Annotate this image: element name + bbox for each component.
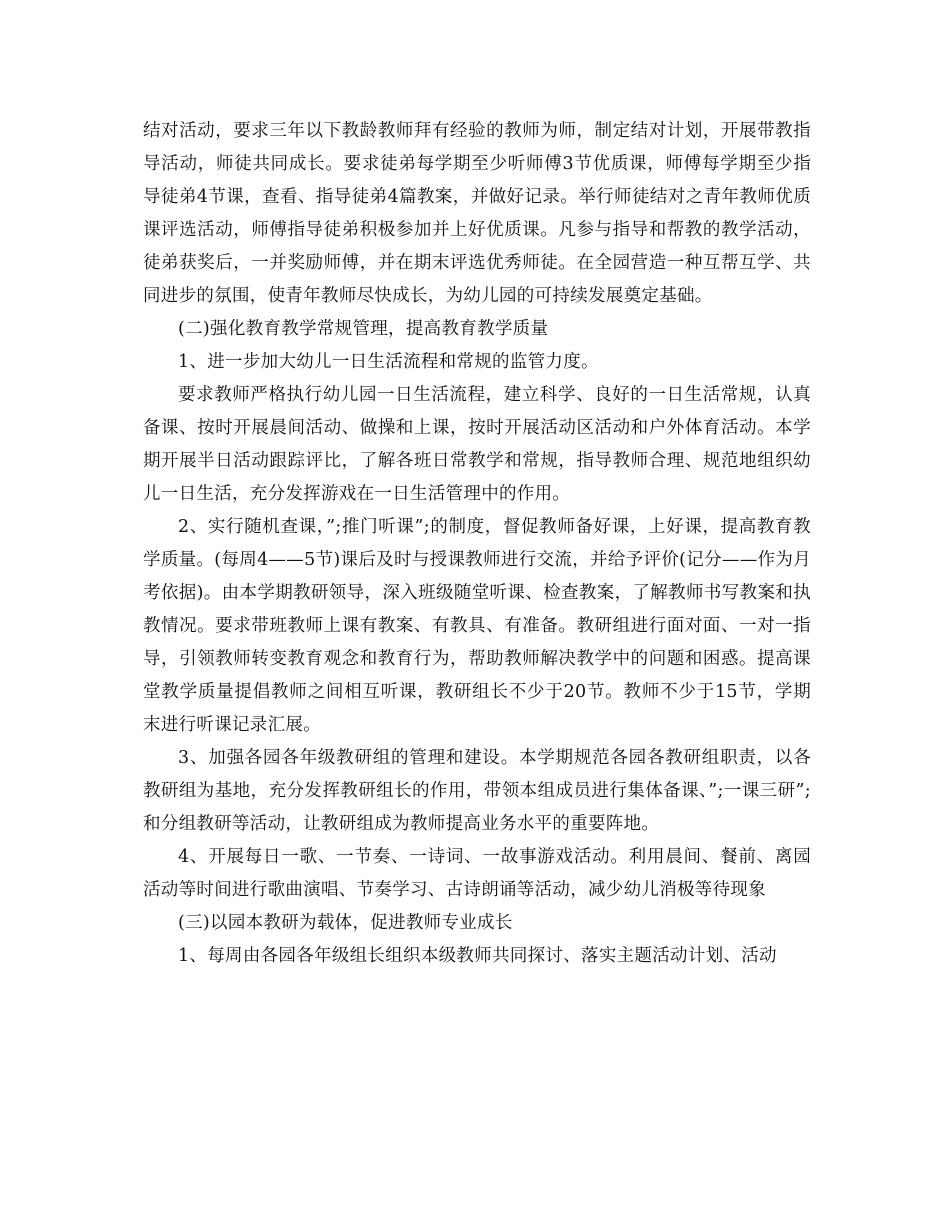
paragraph-mentoring: 结对活动，要求三年以下教龄教师拜有经验的教师为师，制定结对计划，开展带教指导活动，师徒共同成长。要求徒弟每学期至少听师傅3节优质课，师傅每学期至少指导徒弟4节课，查看、指导徒弟4篇教案，并做好记录。举行师徒结对之青年教师优质课评选活动，师傅指导徒弟积极参加并上好优质课。凡参与指导和帮教的教学活动，徒弟获奖后，一并奖励师傅，并在期末评选优秀师徒。在全园营造一种互帮互学、共同进步的氛围，使青年教师尽快成长，为幼儿园的可持续发展奠定基础。 <box>143 121 811 306</box>
section-heading-2: (二)强化教育教学常规管理，提高教育教学质量 <box>178 319 549 339</box>
paragraph-daily-routine: 要求教师严格执行幼儿园一日生活流程，建立科学、良好的一日生活常规，认真备课、按时开展晨间活动、做操和上课，按时开展活动区活动和户外体育活动。本学期开展半日活动跟踪评比，了解各班日常教学和常规，指导教师合理、规范地组织幼儿一日生活，充分发挥游戏在一日生活管理中的作用。 <box>143 385 811 504</box>
paragraph-weekly-planning: 1、每周由各园各年级组长组织本级教师共同探讨、落实主题活动计划、活动 <box>178 946 777 966</box>
section-heading-3: (三)以园本教研为载体，促进教师专业成长 <box>178 913 513 933</box>
subheading-1: 1、进一步加大幼儿一日生活流程和常规的监管力度。 <box>178 352 599 372</box>
document-page <box>143 115 811 973</box>
paragraph-daily-activities: 4、开展每日一歌、一节奏、一诗词、一故事游戏活动。利用晨间、餐前、离园活动等时间进行歌曲演唱、节奏学习、古诗朗诵等活动，减少幼儿消极等待现象 <box>143 847 811 900</box>
paragraph-random-inspection: 2、实行随机查课，”;推门听课”;的制度，督促教师备好课，上好课，提高教育教学质量。(每周4——5节)课后及时与授课教师进行交流，并给予评价(记分——作为月考依据)。由本学期教研领导，深入班级随堂听课、检查教案，了解教师书写教案和执教情况。要求带班教师上课有教案、有教具、有准备。教研组进行面对面、一对一指导，引领教师转变教育观念和教育行为，帮助教师解决教学中的问题和困惑。提高课堂教学质量提倡教师之间相互听课，教研组长不少于20节。教师不少于15节，学期末进行听课记录汇展。 <box>143 517 811 735</box>
paragraph-teaching-groups: 3、加强各园各年级教研组的管理和建设。本学期规范各园各教研组职责，以各教研组为基地，充分发挥教研组长的作用，带领本组成员进行集体备课、”;一课三研”;和分组教研等活动，让教研组成为教师提高业务水平的重要阵地。 <box>143 748 811 834</box>
